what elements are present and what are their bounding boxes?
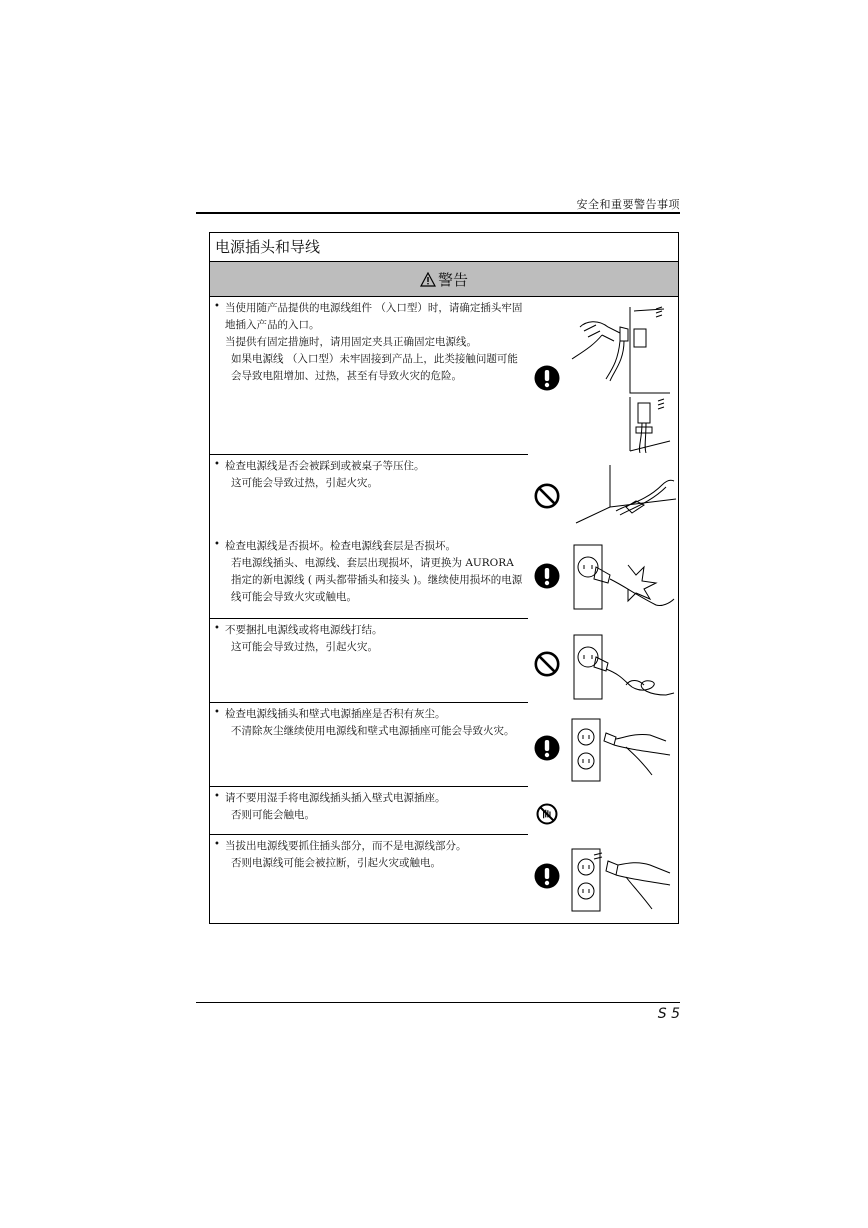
no-wet-hands-icon bbox=[536, 803, 558, 825]
warning-band bbox=[210, 262, 678, 297]
warning-label: 警告 bbox=[437, 270, 468, 289]
item-main-text: 检查电源线插头和壁式电源插座是否积有灰尘。 bbox=[225, 708, 446, 720]
list-item bbox=[210, 297, 678, 455]
header-rule bbox=[196, 212, 680, 214]
list-item bbox=[210, 455, 678, 535]
prohibited-icon bbox=[534, 651, 560, 677]
item-sub-text: 不清除灰尘继续使用电源线和壁式电源插座可能会导致火灾。 bbox=[231, 725, 515, 737]
warning-box bbox=[209, 232, 679, 924]
item-note-text: 当提供有固定措施时，请用固定夹具正确固定电源线。 bbox=[225, 336, 477, 348]
item-main-text: 请不要用湿手将电源线插头插入壁式电源插座。 bbox=[225, 792, 446, 804]
mandatory-icon bbox=[534, 365, 560, 391]
item-sub-text: 如果电源线 （入口型）未牢固接到产品上，此类接触问题可能会导致电阻增加、过热，甚至有导致火灾的危险。 bbox=[231, 353, 518, 382]
bullet: • bbox=[214, 459, 220, 470]
bullet: • bbox=[214, 839, 220, 850]
list-item bbox=[210, 835, 678, 923]
item-sub-text: 这可能会导致过热，引起火灾。 bbox=[231, 477, 378, 489]
page-number: S 5 bbox=[657, 1006, 680, 1022]
unplug-illustration bbox=[566, 847, 678, 915]
bullet: • bbox=[214, 301, 220, 312]
prohibited-icon bbox=[534, 483, 560, 509]
item-main-text: 检查电源线是否损坏。检查电源线套层是否损坏。 bbox=[225, 540, 456, 552]
warning-triangle-icon bbox=[420, 272, 436, 287]
item-main-text: 检查电源线是否会被踩到或被桌子等压住。 bbox=[225, 460, 425, 472]
bullet: • bbox=[214, 623, 220, 634]
cord-under-desk-illustration bbox=[566, 461, 678, 533]
list-item bbox=[210, 619, 678, 703]
item-main-text: 当拔出电源线要抓住插头部分，而不是电源线部分。 bbox=[225, 840, 467, 852]
mandatory-icon bbox=[534, 735, 560, 761]
bullet: • bbox=[214, 707, 220, 718]
item-sub-text: 这可能会导致过热，引起火灾。 bbox=[231, 641, 378, 653]
dusty-outlet-illustration bbox=[566, 715, 678, 785]
box-title: 电源插头和导线 bbox=[210, 233, 678, 262]
bullet: • bbox=[214, 791, 220, 802]
list-item bbox=[210, 787, 678, 835]
bullet: • bbox=[214, 539, 220, 550]
damaged-cord-illustration bbox=[566, 539, 678, 617]
knotted-cord-illustration bbox=[566, 631, 678, 703]
item-main-text: 不要捆扎电源线或将电源线打结。 bbox=[225, 624, 383, 636]
section-header-title: 安全和重要警告事项 bbox=[576, 198, 680, 211]
list-item bbox=[210, 703, 678, 787]
item-main-text: 当使用随产品提供的电源线组件 （入口型）时，请确定插头牢固地插入产品的入口。 bbox=[225, 302, 523, 331]
item-sub-text: 否则电源线可能会被拉断，引起火灾或触电。 bbox=[231, 857, 441, 869]
item-sub-text: 否则可能会触电。 bbox=[231, 809, 315, 821]
list-item bbox=[210, 535, 678, 619]
mandatory-icon bbox=[534, 863, 560, 889]
footer-rule bbox=[196, 1002, 680, 1003]
item-sub-text: 若电源线插头、电源线、套层出现损坏，请更换为 AURORA 指定的新电源线 ( 两头都带插头和接头 )。继续使用损坏的电源线可能会导致火灾或触电。 bbox=[231, 557, 523, 603]
plug-inlet-illustration bbox=[566, 301, 678, 453]
mandatory-icon bbox=[534, 563, 560, 589]
